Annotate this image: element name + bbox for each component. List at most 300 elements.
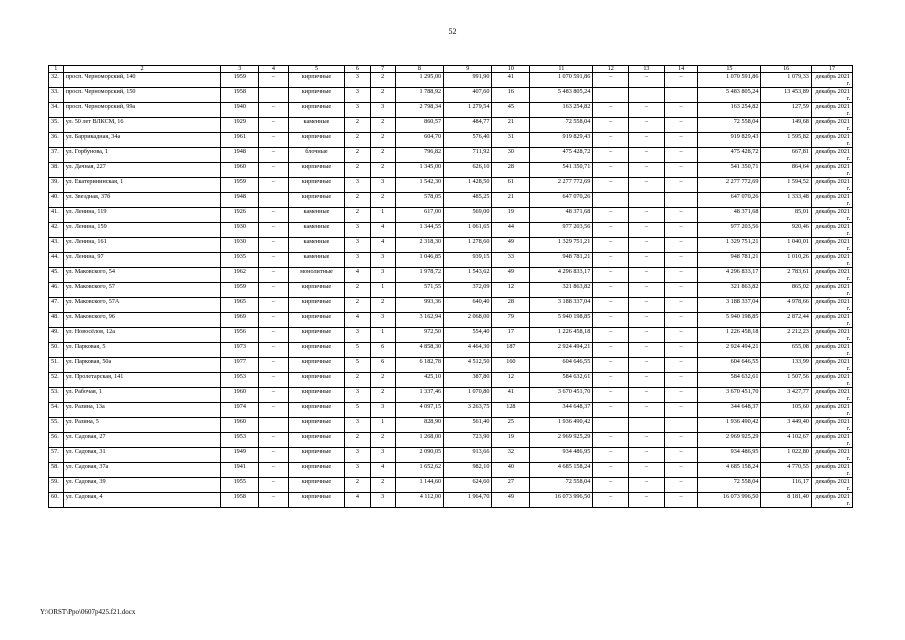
table-cell-col-8: 604,70 bbox=[395, 133, 443, 148]
table-cell-col-13: – bbox=[629, 493, 665, 508]
table-cell-col-16: 655,08 bbox=[761, 343, 811, 358]
table-cell-col-6: 2 bbox=[345, 283, 370, 298]
table-cell-col-16: 1 507,56 bbox=[761, 373, 811, 388]
table-cell-col-11: 3 188 337,04 bbox=[530, 298, 593, 313]
table-cell-col-1: 46. bbox=[49, 283, 64, 298]
table-cell-col-12 bbox=[593, 418, 629, 433]
table-cell-col-5: каменные bbox=[288, 238, 345, 253]
table-cell-col-5: монолитные bbox=[288, 268, 345, 283]
table-cell-col-6: 3 bbox=[345, 238, 370, 253]
table-cell-col-15: 4 296 833,17 bbox=[698, 268, 761, 283]
table-cell-col-2: ул. Маковского, 54 bbox=[63, 268, 221, 283]
table-cell-col-1: 32. bbox=[49, 73, 64, 88]
table-cell-col-14: – bbox=[664, 238, 698, 253]
table-cell-col-4: – bbox=[259, 178, 288, 193]
table-cell-col-4: – bbox=[259, 73, 288, 88]
table-cell-col-17: декабрь 2021 г. bbox=[811, 343, 852, 358]
table-cell-col-16: 865,02 bbox=[761, 283, 811, 298]
table-cell-col-6: 5 bbox=[345, 358, 370, 373]
table-cell-col-7: 4 bbox=[370, 238, 395, 253]
table-cell-col-14: – bbox=[664, 178, 698, 193]
table-cell-col-5: кирпичные bbox=[288, 463, 345, 478]
table-cell-col-10: 16 bbox=[492, 88, 530, 103]
table-cell-col-4: – bbox=[259, 148, 288, 163]
table-cell-col-15: 163 254,82 bbox=[698, 103, 761, 118]
table-cell-col-8: 4 858,30 bbox=[395, 343, 443, 358]
table-cell-col-7: 1 bbox=[370, 208, 395, 223]
table-cell-col-6: 3 bbox=[345, 223, 370, 238]
table-cell-col-17: декабрь 2021 г. bbox=[811, 133, 852, 148]
table-cell-col-3: 1930 bbox=[221, 238, 259, 253]
table-cell-col-6: 2 bbox=[345, 478, 370, 493]
table-cell-col-2: ул. Парковая, 5 bbox=[63, 343, 221, 358]
table-cell-col-8: 828,90 bbox=[395, 418, 443, 433]
table-cell-col-2: ул. 50 лет ВЛКСМ, 16 bbox=[63, 118, 221, 133]
table-cell-col-11: 977 203,56 bbox=[530, 223, 593, 238]
table-cell-col-12: – bbox=[593, 358, 629, 373]
table-cell-col-13: – bbox=[629, 163, 665, 178]
table-cell-col-14: – bbox=[664, 73, 698, 88]
table-cell-col-2: ул. Парковая, 50а bbox=[63, 358, 221, 373]
table-cell-col-12: – bbox=[593, 463, 629, 478]
table-cell-col-7: 2 bbox=[370, 193, 395, 208]
column-number-1: 1 bbox=[49, 66, 64, 73]
table-cell-col-9: 3 263,75 bbox=[444, 403, 492, 418]
table-cell-col-5: кирпичные bbox=[288, 373, 345, 388]
table-cell-col-15: 321 863,82 bbox=[698, 283, 761, 298]
table-cell-col-2: ул. Пролетарская, 141 bbox=[63, 373, 221, 388]
table-cell-col-16: 13 453,89 bbox=[761, 88, 811, 103]
table-cell-col-11: 948 781,21 bbox=[530, 253, 593, 268]
table-row bbox=[49, 478, 853, 493]
table-cell-col-4: – bbox=[259, 403, 288, 418]
table-cell-col-4: – bbox=[259, 388, 288, 403]
table-cell-col-7: 4 bbox=[370, 463, 395, 478]
table-cell-col-12: – bbox=[593, 133, 629, 148]
table-cell-col-1: 51. bbox=[49, 358, 64, 373]
table-cell-col-16: 2 783,61 bbox=[761, 268, 811, 283]
table-row bbox=[49, 313, 853, 328]
table-cell-col-10: 12 bbox=[492, 373, 530, 388]
table-cell-col-12: – bbox=[593, 238, 629, 253]
table-cell-col-16: 3 449,40 bbox=[761, 418, 811, 433]
table-cell-col-6: 5 bbox=[345, 403, 370, 418]
table-cell-col-10: 187 bbox=[492, 343, 530, 358]
table-cell-col-16: 1 010,26 bbox=[761, 253, 811, 268]
table-row bbox=[49, 403, 853, 418]
table-cell-col-1: 58. bbox=[49, 463, 64, 478]
table-cell-col-10: 61 bbox=[492, 178, 530, 193]
table-cell-col-6: 2 bbox=[345, 298, 370, 313]
table-cell-col-12: – bbox=[593, 493, 629, 508]
table-cell-col-13 bbox=[629, 88, 665, 103]
table-cell-col-1: 33. bbox=[49, 88, 64, 103]
table-cell-col-5: кирпичные bbox=[288, 358, 345, 373]
table-cell-col-16: 3 427,77 bbox=[761, 388, 811, 403]
table-cell-col-16: 864,64 bbox=[761, 163, 811, 178]
table-row bbox=[49, 148, 853, 163]
table-row bbox=[49, 118, 853, 133]
table-row bbox=[49, 73, 853, 88]
table-cell-col-17: декабрь 2021 г. bbox=[811, 208, 852, 223]
table-cell-col-17: декабрь 2021 г. bbox=[811, 448, 852, 463]
table-cell-col-12: – bbox=[593, 268, 629, 283]
table-cell-col-11: 604 646,55 bbox=[530, 358, 593, 373]
table-cell-col-3: 1948 bbox=[221, 193, 259, 208]
table-cell-col-3: 1974 bbox=[221, 403, 259, 418]
table-row bbox=[49, 88, 853, 103]
table-cell-col-14: – bbox=[664, 283, 698, 298]
table-cell-col-12: – bbox=[593, 178, 629, 193]
table-row bbox=[49, 388, 853, 403]
table-cell-col-16: 1 040,01 bbox=[761, 238, 811, 253]
table-cell-col-6: 3 bbox=[345, 178, 370, 193]
table-cell-col-10: 49 bbox=[492, 238, 530, 253]
table-cell-col-2: ул. Горбунова, 1 bbox=[63, 148, 221, 163]
table-cell-col-13: – bbox=[629, 103, 665, 118]
table-cell-col-12: – bbox=[593, 448, 629, 463]
table-cell-col-14: – bbox=[664, 298, 698, 313]
table-cell-col-17: декабрь 2021 г. bbox=[811, 433, 852, 448]
table-cell-col-3: 1956 bbox=[221, 328, 259, 343]
table-cell-col-10: 49 bbox=[492, 268, 530, 283]
table-cell-col-13: – bbox=[629, 223, 665, 238]
table-cell-col-11: 5 483 805,24 bbox=[530, 88, 593, 103]
table-cell-col-11: 72 558,04 bbox=[530, 118, 593, 133]
table-cell-col-7: 2 bbox=[370, 118, 395, 133]
table-cell-col-7: 2 bbox=[370, 433, 395, 448]
table-cell-col-16: 667,81 bbox=[761, 148, 811, 163]
table-cell-col-3: 1961 bbox=[221, 133, 259, 148]
table-cell-col-13: – bbox=[629, 268, 665, 283]
table-cell-col-11: 934 486,95 bbox=[530, 448, 593, 463]
table-cell-col-5: кирпичные bbox=[288, 163, 345, 178]
table-cell-col-1: 50. bbox=[49, 343, 64, 358]
table-cell-col-13: – bbox=[629, 118, 665, 133]
table-cell-col-3: 1959 bbox=[221, 283, 259, 298]
table-cell-col-10: 27 bbox=[492, 478, 530, 493]
table-cell-col-15: 934 486,95 bbox=[698, 448, 761, 463]
table-cell-col-7: 6 bbox=[370, 343, 395, 358]
table-cell-col-9: 4 464,30 bbox=[444, 343, 492, 358]
table-cell-col-11: 919 829,43 bbox=[530, 133, 593, 148]
table-cell-col-17: декабрь 2021 г. bbox=[811, 163, 852, 178]
table-cell-col-14: – bbox=[664, 103, 698, 118]
table-row bbox=[49, 358, 853, 373]
table-cell-col-14: – bbox=[664, 118, 698, 133]
table-cell-col-9: 626,10 bbox=[444, 163, 492, 178]
table-cell-col-3: 1926 bbox=[221, 208, 259, 223]
table-cell-col-9: 939,15 bbox=[444, 253, 492, 268]
table-row bbox=[49, 298, 853, 313]
table-cell-col-8: 1 978,72 bbox=[395, 268, 443, 283]
table-cell-col-10: 17 bbox=[492, 328, 530, 343]
table-cell-col-14: – bbox=[664, 253, 698, 268]
table-cell-col-3: 1965 bbox=[221, 298, 259, 313]
table-cell-col-15: 16 073 996,50 bbox=[698, 493, 761, 508]
table-cell-col-6: 2 bbox=[345, 118, 370, 133]
table-cell-col-13: – bbox=[629, 448, 665, 463]
table-cell-col-9: 723,90 bbox=[444, 433, 492, 448]
table-cell-col-10: 12 bbox=[492, 283, 530, 298]
table-cell-col-6: 2 bbox=[345, 208, 370, 223]
column-number-14: 14 bbox=[664, 66, 698, 73]
table-cell-col-2: ул. Ленина, 119 bbox=[63, 208, 221, 223]
column-number-11: 11 bbox=[530, 66, 593, 73]
table-cell-col-14 bbox=[664, 418, 698, 433]
table-cell-col-14: – bbox=[664, 403, 698, 418]
table-cell-col-4 bbox=[259, 193, 288, 208]
table-cell-col-6: 4 bbox=[345, 268, 370, 283]
table-cell-col-8: 4 112,00 bbox=[395, 493, 443, 508]
table-cell-col-15: 1 070 591,86 bbox=[698, 73, 761, 88]
table-cell-col-3: 1959 bbox=[221, 178, 259, 193]
table-cell-col-16: 4 770,55 bbox=[761, 463, 811, 478]
table-cell-col-10: 44 bbox=[492, 223, 530, 238]
table-cell-col-11: 541 350,71 bbox=[530, 163, 593, 178]
table-cell-col-4: – bbox=[259, 253, 288, 268]
table-cell-col-10: 28 bbox=[492, 163, 530, 178]
table-cell-col-12: – bbox=[593, 403, 629, 418]
table-cell-col-11: 4 685 158,24 bbox=[530, 463, 593, 478]
table-cell-col-7: 2 bbox=[370, 388, 395, 403]
table-cell-col-9: 982,10 bbox=[444, 463, 492, 478]
table-cell-col-8: 1 345,00 bbox=[395, 163, 443, 178]
table-cell-col-8: 1 652,62 bbox=[395, 463, 443, 478]
table-cell-col-1: 43. bbox=[49, 238, 64, 253]
table-cell-col-15: 48 371,68 bbox=[698, 208, 761, 223]
column-number-13: 13 bbox=[629, 66, 665, 73]
table-cell-col-5: кирпичные bbox=[288, 133, 345, 148]
table-cell-col-3: 1958 bbox=[221, 88, 259, 103]
table-cell-col-3: 1958 bbox=[221, 493, 259, 508]
table-cell-col-4 bbox=[259, 418, 288, 433]
table-cell-col-10: 19 bbox=[492, 208, 530, 223]
table-cell-col-17: декабрь 2021 г. bbox=[811, 268, 852, 283]
table-cell-col-9: 1 061,65 bbox=[444, 223, 492, 238]
table-cell-col-9: 1 279,54 bbox=[444, 103, 492, 118]
table-cell-col-17: декабрь 2021 г. bbox=[811, 193, 852, 208]
table-cell-col-5: кирпичные bbox=[288, 448, 345, 463]
table-cell-col-13: – bbox=[629, 178, 665, 193]
table-cell-col-16: 127,59 bbox=[761, 103, 811, 118]
table-cell-col-13: – bbox=[629, 388, 665, 403]
table-cell-col-9: 576,40 bbox=[444, 133, 492, 148]
table-cell-col-11: 72 558,04 bbox=[530, 478, 593, 493]
table-cell-col-4: – bbox=[259, 298, 288, 313]
table-cell-col-3: 1941 bbox=[221, 463, 259, 478]
table-row bbox=[49, 328, 853, 343]
table-cell-col-1: 55. bbox=[49, 418, 64, 433]
table-cell-col-17: декабрь 2021 г. bbox=[811, 103, 852, 118]
table-cell-col-12: – bbox=[593, 148, 629, 163]
table-cell-col-17: декабрь 2021 г. bbox=[811, 178, 852, 193]
table-cell-col-3: 1960 bbox=[221, 163, 259, 178]
table-cell-col-11: 321 863,82 bbox=[530, 283, 593, 298]
table-cell-col-9: 1 543,62 bbox=[444, 268, 492, 283]
table-cell-col-5: кирпичные bbox=[288, 103, 345, 118]
table-cell-col-4: – bbox=[259, 478, 288, 493]
table-cell-col-2: ул. Екатерининская, 1 bbox=[63, 178, 221, 193]
table-cell-col-12: – bbox=[593, 223, 629, 238]
table-cell-col-16: 2 872,44 bbox=[761, 313, 811, 328]
table-cell-col-13: – bbox=[629, 358, 665, 373]
table-row bbox=[49, 103, 853, 118]
table-cell-col-12: – bbox=[593, 298, 629, 313]
table-cell-col-15: 919 829,43 bbox=[698, 133, 761, 148]
table-cell-col-8: 2 318,30 bbox=[395, 238, 443, 253]
table-row bbox=[49, 448, 853, 463]
table-cell-col-6: 2 bbox=[345, 163, 370, 178]
table-cell-col-12: – bbox=[593, 208, 629, 223]
table-row bbox=[49, 238, 853, 253]
table-cell-col-6: 3 bbox=[345, 463, 370, 478]
table-cell-col-3: 1948 bbox=[221, 148, 259, 163]
table-cell-col-2: просп. Черноморский, 150 bbox=[63, 88, 221, 103]
table-cell-col-15: 1 936 490,42 bbox=[698, 418, 761, 433]
table-cell-col-17: декабрь 2021 г. bbox=[811, 418, 852, 433]
table-cell-col-14: – bbox=[664, 208, 698, 223]
table-cell-col-7: 2 bbox=[370, 88, 395, 103]
table-cell-col-4: – bbox=[259, 313, 288, 328]
table-cell-col-9: 1 964,70 bbox=[444, 493, 492, 508]
table-cell-col-16: 149,68 bbox=[761, 118, 811, 133]
table-cell-col-1: 57. bbox=[49, 448, 64, 463]
column-number-9: 9 bbox=[444, 66, 492, 73]
table-cell-col-12: – bbox=[593, 118, 629, 133]
table-row bbox=[49, 253, 853, 268]
table-cell-col-7: 3 bbox=[370, 448, 395, 463]
table-cell-col-5: кирпичные bbox=[288, 403, 345, 418]
table-cell-col-5: кирпичные bbox=[288, 328, 345, 343]
table-cell-col-9: 2 068,00 bbox=[444, 313, 492, 328]
table-cell-col-15: 584 632,61 bbox=[698, 373, 761, 388]
table-cell-col-17: декабрь 2021 г. bbox=[811, 73, 852, 88]
table-cell-col-16: 1 595,82 bbox=[761, 133, 811, 148]
table-cell-col-12: – bbox=[593, 313, 629, 328]
table-cell-col-6: 3 bbox=[345, 73, 370, 88]
table-cell-col-15: 541 350,71 bbox=[698, 163, 761, 178]
table-row bbox=[49, 283, 853, 298]
table-cell-col-6: 3 bbox=[345, 418, 370, 433]
table-cell-col-4: – bbox=[259, 103, 288, 118]
table-cell-col-11: 16 073 996,50 bbox=[530, 493, 593, 508]
table-cell-col-1: 42. bbox=[49, 223, 64, 238]
table-cell-col-2: ул. Садовая, 31 bbox=[63, 448, 221, 463]
table-cell-col-3: 1953 bbox=[221, 373, 259, 388]
table-cell-col-17: декабрь 2021 г. bbox=[811, 253, 852, 268]
table-cell-col-15: 1 329 751,21 bbox=[698, 238, 761, 253]
table-cell-col-15: 4 685 158,24 bbox=[698, 463, 761, 478]
table-cell-col-6: 2 bbox=[345, 148, 370, 163]
table-cell-col-12: – bbox=[593, 73, 629, 88]
table-cell-col-17: декабрь 2021 г. bbox=[811, 373, 852, 388]
table-cell-col-8: 2 090,05 bbox=[395, 448, 443, 463]
table-cell-col-14: – bbox=[664, 268, 698, 283]
table-cell-col-2: ул. Ленина, 159 bbox=[63, 223, 221, 238]
table-cell-col-7: 2 bbox=[370, 373, 395, 388]
table-cell-col-9: 1 428,50 bbox=[444, 178, 492, 193]
table-cell-col-2: ул. Садовая, 37а bbox=[63, 463, 221, 478]
table-cell-col-13: – bbox=[629, 238, 665, 253]
table-cell-col-3: 1949 bbox=[221, 448, 259, 463]
table-cell-col-2: ул. Садовая, 39 bbox=[63, 478, 221, 493]
table-cell-col-9: 484,77 bbox=[444, 118, 492, 133]
table-cell-col-3: 1940 bbox=[221, 103, 259, 118]
table-cell-col-17: декабрь 2021 г. bbox=[811, 298, 852, 313]
table-cell-col-5: кирпичные bbox=[288, 88, 345, 103]
table-cell-col-10: 160 bbox=[492, 358, 530, 373]
table-cell-col-14: – bbox=[664, 133, 698, 148]
table-cell-col-3: 1953 bbox=[221, 433, 259, 448]
table-cell-col-6: 5 bbox=[345, 343, 370, 358]
table-cell-col-4 bbox=[259, 88, 288, 103]
table-cell-col-16: 1 333,48 bbox=[761, 193, 811, 208]
table-cell-col-8: 4 097,15 bbox=[395, 403, 443, 418]
table-cell-col-11: 2 924 494,21 bbox=[530, 343, 593, 358]
table-cell-col-5: кирпичные bbox=[288, 343, 345, 358]
table-cell-col-4: – bbox=[259, 463, 288, 478]
column-number-2: 2 bbox=[63, 66, 221, 73]
table-cell-col-11: 1 936 490,42 bbox=[530, 418, 593, 433]
column-number-12: 12 bbox=[593, 66, 629, 73]
column-number-8: 8 bbox=[395, 66, 443, 73]
table-cell-col-4: – bbox=[259, 373, 288, 388]
table-cell-col-17: декабрь 2021 г. bbox=[811, 223, 852, 238]
column-number-4: 4 bbox=[259, 66, 288, 73]
table-cell-col-5: кирпичные bbox=[288, 73, 345, 88]
table-cell-col-14: – bbox=[664, 433, 698, 448]
table-cell-col-10: 25 bbox=[492, 418, 530, 433]
table-cell-col-9: 387,80 bbox=[444, 373, 492, 388]
table-cell-col-8: 796,82 bbox=[395, 148, 443, 163]
table-row bbox=[49, 223, 853, 238]
table-cell-col-16: 1 594,52 bbox=[761, 178, 811, 193]
table-cell-col-9: 640,40 bbox=[444, 298, 492, 313]
table-cell-col-2: ул. Разина, 13а bbox=[63, 403, 221, 418]
table-cell-col-7: 3 bbox=[370, 268, 395, 283]
table-cell-col-10: 28 bbox=[492, 298, 530, 313]
table-cell-col-10: 31 bbox=[492, 133, 530, 148]
table-cell-col-4: – bbox=[259, 493, 288, 508]
table-cell-col-8: 1 046,85 bbox=[395, 253, 443, 268]
table-cell-col-16: 133,99 bbox=[761, 358, 811, 373]
table-cell-col-8: 1 344,55 bbox=[395, 223, 443, 238]
table-cell-col-6: 2 bbox=[345, 433, 370, 448]
table-cell-col-3: 1977 bbox=[221, 358, 259, 373]
table-cell-col-1: 48. bbox=[49, 313, 64, 328]
table-cell-col-1: 52. bbox=[49, 373, 64, 388]
table-cell-col-4: – bbox=[259, 208, 288, 223]
table-row bbox=[49, 433, 853, 448]
table-cell-col-1: 54. bbox=[49, 403, 64, 418]
table-cell-col-1: 41. bbox=[49, 208, 64, 223]
table-cell-col-7: 3 bbox=[370, 313, 395, 328]
table-cell-col-12: – bbox=[593, 388, 629, 403]
table-cell-col-7: 2 bbox=[370, 73, 395, 88]
table-cell-col-9: 407,60 bbox=[444, 88, 492, 103]
table-cell-col-4: – bbox=[259, 268, 288, 283]
table-cell-col-12: – bbox=[593, 163, 629, 178]
table-cell-col-11: 1 329 751,21 bbox=[530, 238, 593, 253]
table-cell-col-7: 2 bbox=[370, 298, 395, 313]
table-cell-col-11: 163 254,82 bbox=[530, 103, 593, 118]
table-cell-col-14: – bbox=[664, 448, 698, 463]
table-cell-col-7: 2 bbox=[370, 148, 395, 163]
table-cell-col-4: – bbox=[259, 223, 288, 238]
table-row bbox=[49, 208, 853, 223]
table-cell-col-10: 79 bbox=[492, 313, 530, 328]
